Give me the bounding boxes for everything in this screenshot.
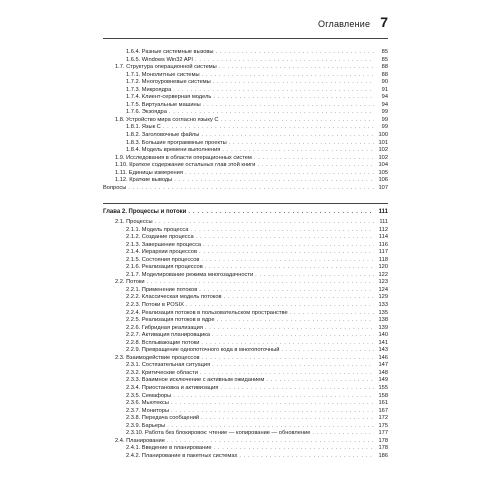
toc-entry-label: 2.1.1. Модель процесса [126, 226, 189, 233]
toc-entry-label: 2.2.2. Классическая модель потоков [126, 294, 222, 301]
toc-entry-label: 2.3.9. Барьеры [126, 422, 166, 429]
toc-entry-page: 101 [378, 139, 388, 146]
leader-dots [212, 332, 374, 340]
toc-entry [103, 393, 388, 401]
toc-entry-label: 2.1.5. Состояния процессов [126, 256, 200, 263]
toc-entry-page: 90 [381, 79, 388, 86]
leader-dots [167, 423, 374, 431]
leader-dots [171, 400, 374, 408]
toc-entry [103, 355, 388, 363]
toc-entry-label: 2.1. Процессы [115, 219, 153, 225]
toc-entry [103, 445, 388, 453]
toc-entry-page: 178 [378, 445, 388, 452]
toc-entry-page: 88 [381, 64, 388, 71]
leader-dots [173, 393, 374, 401]
toc-entry-label: 1.11. Единицы измерения [115, 169, 183, 176]
toc-entry-label: 2.1.4. Иерархии процессов [126, 249, 197, 256]
leader-dots [185, 170, 374, 178]
toc-entry-page: 140 [378, 332, 388, 339]
toc-entry-page: 100 [378, 132, 388, 139]
toc-entry-page: 147 [378, 362, 388, 369]
leader-dots [290, 310, 374, 318]
leader-dots [205, 325, 374, 333]
toc-entry [103, 430, 388, 438]
toc-entry [103, 94, 388, 102]
toc-entry-page: 99 [381, 116, 388, 123]
toc-entry [103, 332, 388, 340]
leader-dots [212, 362, 374, 370]
toc-entry-label: 1.7.5. Виртуальные машины [126, 101, 201, 108]
toc-entry-label: 2.3.5. Семафоры [126, 392, 172, 399]
toc-entry-label: 1.8.3. Большие программные проекты [126, 139, 227, 146]
toc-entry-page: 146 [378, 354, 388, 361]
leader-dots [215, 49, 374, 57]
toc-entry [103, 423, 388, 431]
toc-entry [103, 117, 388, 125]
leader-dots [188, 209, 374, 217]
toc-entry-label: 2.2.5. Реализация потоков в ядре [126, 317, 215, 324]
toc-entry-label: 1.10. Краткое содержание остальных глав этой книги [115, 162, 256, 169]
toc-entry-page: 143 [378, 347, 388, 354]
toc-entry [103, 264, 388, 272]
toc-entry-page: 158 [378, 392, 388, 399]
toc-entry-page: 116 [378, 241, 388, 248]
toc-entry-label: 2.1.3. Завершение процесса [126, 241, 202, 248]
toc-entry-page: 105 [378, 169, 388, 176]
toc-entry-page: 94 [381, 94, 388, 101]
toc-entry-page: 99 [381, 109, 388, 116]
toc-entry-page: 118 [378, 256, 388, 263]
toc-entry-label: 2.3.2. Критические области [126, 369, 198, 376]
toc-entry-page: 172 [378, 415, 388, 422]
page-number: 7 [380, 14, 388, 30]
toc-entry-page: 112 [378, 226, 388, 233]
toc-entry [103, 64, 388, 72]
toc-entry [103, 147, 388, 155]
toc-block-chapter-1 [103, 49, 388, 192]
toc-entry [103, 347, 388, 355]
toc-entry-label: 1.7.1. Монолитные системы [126, 71, 200, 78]
toc-entry-label: 2.3.10. Работа без блокировок: чтение — копирование — обновление [126, 430, 311, 437]
leader-dots [266, 377, 374, 385]
toc-entry-label: 1.6.4. Разные системные вызовы [126, 49, 214, 55]
leader-dots [312, 430, 374, 438]
toc-entry-page: 124 [378, 286, 388, 293]
toc-entry-label: 2.3.6. Мьютексы [126, 400, 169, 407]
toc-entry-label: 2.4.1. Введение в планирование [126, 445, 212, 452]
toc-entry-page: 114 [378, 234, 388, 241]
toc-entry [103, 294, 388, 302]
toc-entry-label: 2.1.6. Реализация процессов [126, 264, 203, 271]
toc-entry [103, 140, 388, 148]
toc-entry-label: 2.4. Планирование [115, 437, 165, 444]
toc-entry-label: 1.12. Краткие выводы [115, 177, 173, 184]
leader-dots [128, 185, 374, 193]
leader-dots [169, 109, 374, 117]
toc-entry-page: 167 [378, 407, 388, 414]
toc-entry [103, 177, 388, 185]
leader-dots [155, 219, 374, 227]
toc-entry-page: 88 [381, 71, 388, 78]
toc-entry [103, 302, 388, 310]
toc-entry [103, 219, 388, 227]
leader-dots [257, 162, 374, 170]
leader-dots [173, 87, 374, 95]
leader-dots [196, 234, 374, 242]
toc-entry-label: 1.7. Структура операционной системы [115, 64, 217, 71]
toc-entry [103, 400, 388, 408]
toc-entry-label: 1.8.2. Заголовочные файлы [126, 132, 200, 139]
toc-entry-page: 111 [378, 209, 388, 215]
leader-dots [186, 302, 374, 310]
toc-entry-page: 85 [381, 56, 388, 63]
toc-entry [103, 87, 388, 95]
toc-entry [103, 162, 388, 170]
toc-entry-label: 1.7.6. Экзоядра [126, 109, 167, 116]
toc-entry-page: 155 [378, 385, 388, 392]
toc-entry-label: 1.9. Исследования в области операционных систем [115, 154, 252, 161]
toc-entry [103, 124, 388, 132]
chapter-divider-top [103, 203, 388, 204]
leader-dots [214, 445, 374, 453]
leader-dots [213, 94, 374, 102]
toc-entry-page: 102 [378, 154, 388, 161]
toc-entry [103, 438, 388, 446]
toc-entry-page: 107 [378, 184, 388, 191]
toc-entry-label: 2.4.2. Планирование в пакетных системах [126, 452, 238, 459]
toc-entry-page: 111 [379, 219, 388, 225]
running-header-title: Оглавление [318, 19, 371, 29]
toc-entry [103, 109, 388, 117]
toc-entry [103, 49, 388, 57]
toc-entry [103, 79, 388, 87]
toc-entry-label: 2.3.4. Приостановка и активизация [126, 385, 219, 392]
header-rule [103, 38, 388, 39]
toc-entry-chapter [103, 209, 388, 217]
toc-entry-page: 104 [378, 162, 388, 169]
toc-entry-page: 106 [378, 177, 388, 184]
toc-entry-page: 135 [378, 309, 388, 316]
leader-dots [190, 227, 374, 235]
toc-entry-page: 139 [378, 324, 388, 331]
toc-entry-page: 148 [378, 369, 388, 376]
toc-entry-page: 102 [378, 147, 388, 154]
leader-dots [281, 347, 374, 355]
toc-entry-page: 91 [381, 86, 388, 93]
leader-dots [171, 408, 374, 416]
leader-dots [224, 294, 374, 302]
toc-entry-page: 94 [381, 101, 388, 108]
toc-entry-page: 117 [378, 249, 388, 256]
toc-entry [103, 287, 388, 295]
toc-entry-label: 2.3.1. Состязательная ситуация [126, 362, 211, 369]
toc-entry [103, 325, 388, 333]
toc-block-chapter-2 [103, 219, 388, 461]
leader-dots [229, 140, 374, 148]
leader-dots [219, 64, 374, 72]
toc-entry-page: 186 [378, 452, 388, 459]
toc-entry-label: 2.2.4. Реализация потоков в пользовательском пространстве [126, 309, 288, 316]
toc-entry-page: 141 [378, 339, 388, 346]
leader-dots [195, 57, 374, 65]
toc-entry [103, 279, 388, 287]
leader-dots [167, 438, 374, 446]
toc-entry-label: 2.3. Взаимодействие процессов [115, 354, 200, 361]
toc-entry-label: 1.8. Устройство мира согласно языку C [115, 116, 219, 123]
leader-dots [220, 385, 374, 393]
leader-dots [239, 453, 374, 461]
toc-entry [103, 257, 388, 265]
toc-entry-label: 2.2. Потоки [115, 279, 145, 286]
toc-entry-page: 129 [378, 294, 388, 301]
toc-entry [103, 185, 388, 193]
toc-entry-label: 2.3.7. Мониторы [126, 407, 170, 414]
toc-entry [103, 272, 388, 280]
toc-entry-page: 123 [378, 279, 388, 286]
toc-entry-label: 2.2.7. Активация планировщика [126, 332, 211, 339]
toc-entry-label: 2.2.8. Всплывающие потоки [126, 339, 200, 346]
toc-entry [103, 415, 388, 423]
leader-dots [199, 287, 374, 295]
leader-dots [254, 155, 374, 163]
toc-entry-page: 161 [378, 400, 388, 407]
toc-entry-page: 175 [378, 422, 388, 429]
leader-dots [202, 72, 374, 80]
leader-dots [255, 272, 374, 280]
toc-entry-page: 85 [381, 49, 388, 55]
toc-entry [103, 132, 388, 140]
toc-entry-label: 2.3.8. Передача сообщений [126, 415, 200, 422]
toc-entry [103, 385, 388, 393]
leader-dots [217, 317, 374, 325]
toc-entry-page: 120 [378, 264, 388, 271]
leader-dots [147, 279, 374, 287]
toc-entry-label: 2.2.9. Превращение однопоточного кода в многопоточный [126, 347, 280, 354]
toc-entry [103, 234, 388, 242]
toc-entry [103, 227, 388, 235]
leader-dots [199, 249, 374, 257]
toc-entry-page: 122 [378, 271, 388, 278]
leader-dots [203, 102, 374, 110]
toc-entry-label: 1.7.3. Микроядра [126, 86, 172, 93]
toc-entry-label: Вопросы [103, 184, 127, 191]
running-header [103, 14, 388, 30]
leader-dots [205, 264, 374, 272]
toc-entry-label: 2.2.1. Применение потоков [126, 286, 198, 293]
leader-dots [213, 79, 374, 87]
leader-dots [201, 415, 374, 423]
toc-entry-page: 178 [378, 437, 388, 444]
leader-dots [201, 257, 374, 265]
leader-dots [203, 242, 374, 250]
toc-entry [103, 57, 388, 65]
leader-dots [200, 370, 374, 378]
toc-entry [103, 249, 388, 257]
toc-entry-label: 1.7.4. Клиент-серверная модель [126, 94, 212, 101]
toc-entry-label: 2.2.6. Гибридная реализация [126, 324, 203, 331]
toc-entry [103, 242, 388, 250]
toc-entry [103, 310, 388, 318]
toc-entry [103, 453, 388, 461]
toc-entry [103, 170, 388, 178]
toc-entry [103, 102, 388, 110]
toc-entry-label: 2.3.3. Взаимное исключение с активным ожиданием [126, 377, 265, 384]
leader-dots [220, 117, 374, 125]
leader-dots [202, 355, 374, 363]
toc-entry [103, 317, 388, 325]
leader-dots [201, 132, 374, 140]
toc-entry [103, 72, 388, 80]
toc-entry-label: 2.1.7. Моделирование режима многозадачности [126, 271, 254, 278]
leader-dots [163, 124, 374, 132]
toc-entry-page: 138 [378, 317, 388, 324]
leader-dots [174, 177, 374, 185]
toc-entry-label: Глава 2. Процессы и потоки [103, 209, 187, 215]
toc-entry-label: 1.8.1. Язык C [126, 124, 161, 131]
chapter-heading [103, 209, 388, 217]
toc-entry [103, 370, 388, 378]
toc-entry-page: 133 [378, 302, 388, 309]
toc-entry-label: 1.8.4. Модель времени выполнения [126, 147, 221, 154]
toc-entry-page: 149 [378, 377, 388, 384]
toc-entry-page: 99 [381, 124, 388, 131]
toc-entry-label: 2.1.2. Создание процесса [126, 234, 194, 241]
toc-entry [103, 362, 388, 370]
leader-dots [222, 147, 374, 155]
toc-entry-label: 1.7.2. Многоуровневые системы [126, 79, 211, 86]
toc-entry [103, 377, 388, 385]
toc-entry-label: 2.2.3. Потоки в POSIX [126, 302, 184, 309]
toc-entry-page: 177 [378, 430, 388, 437]
toc-entry-label: 1.6.5. Windows Win32 API [126, 56, 194, 63]
